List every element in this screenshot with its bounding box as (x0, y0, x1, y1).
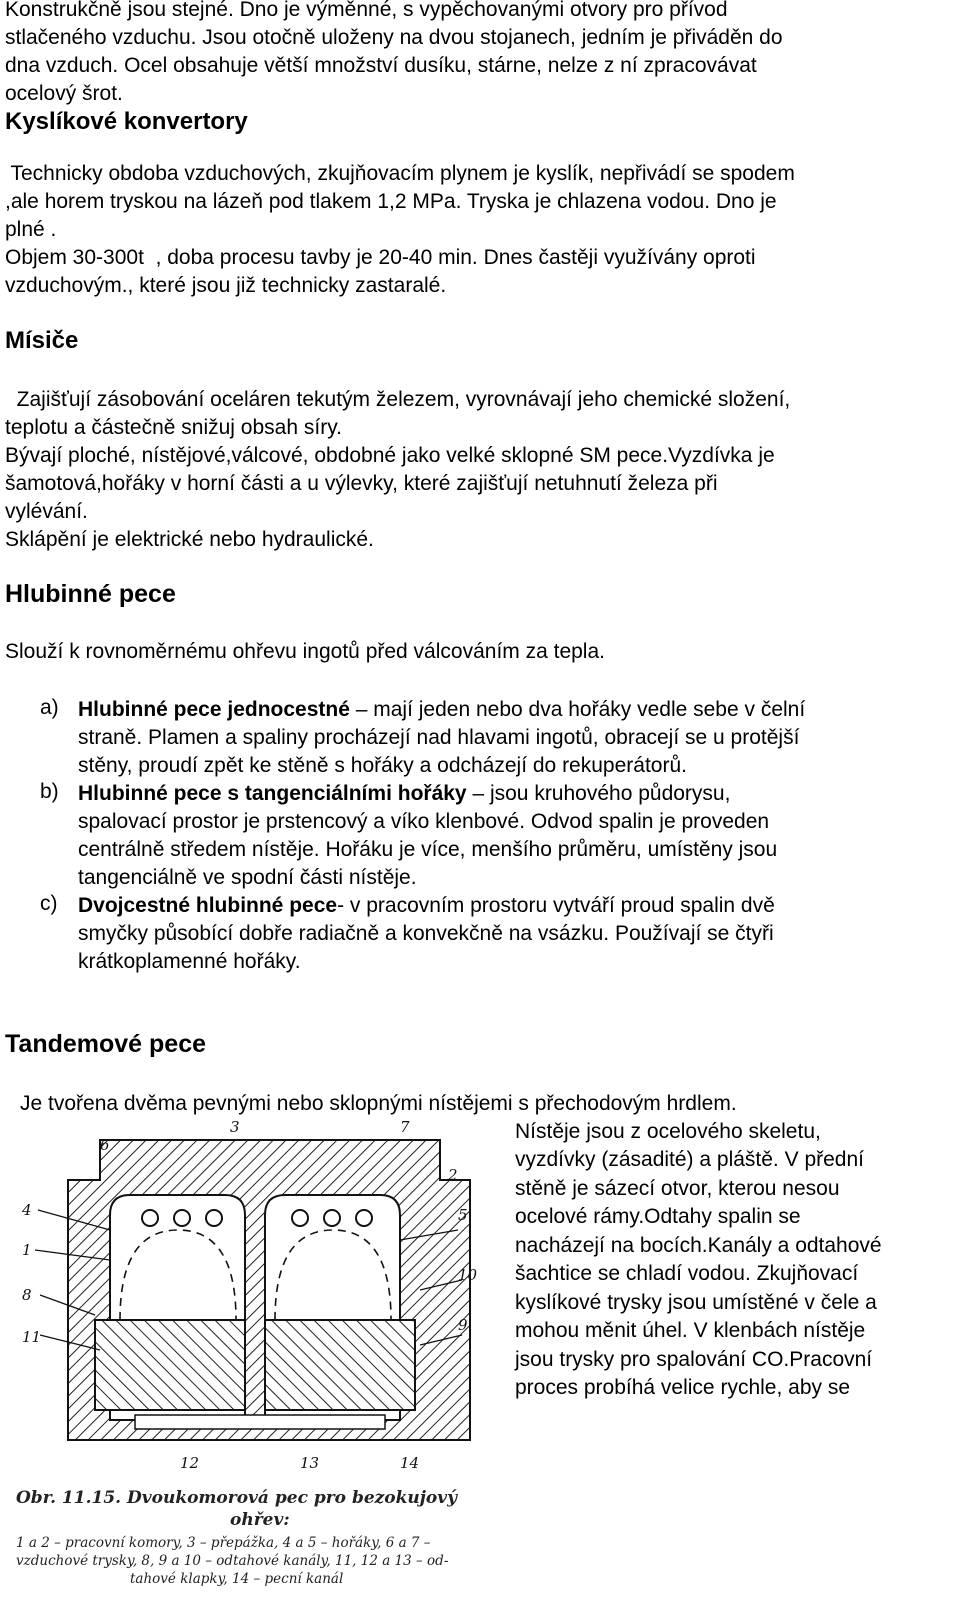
side-text-line: proces probíhá velice rychle, aby se (515, 1376, 851, 1399)
figure-number: 7 (400, 1120, 410, 1136)
side-text-line: nacházejí na bocích.Kanály a odtahové (515, 1234, 882, 1257)
list-item-line: tangenciálně ve spodní části nístěje. (78, 866, 417, 889)
paragraph-line: teplotu a částečně snižuj obsah síry. (5, 416, 342, 439)
list-label: b) (40, 780, 59, 803)
heading-kyslikove-konvertory: Kyslíkové konvertory (5, 108, 248, 135)
list-label: a) (40, 696, 59, 719)
paragraph-line: Objem 30-300t , doba procesu tavby je 20-40 min. Dnes častěji využívány oproti (5, 246, 756, 269)
figure-number: 13 (300, 1454, 320, 1472)
list-item-first-line (78, 780, 730, 808)
figure-number: 12 (180, 1454, 200, 1472)
list-item-title: Dvojcestné hlubinné pece (78, 894, 338, 917)
intro-line: ocelový šrot. (5, 82, 123, 105)
figure-number: 1 (22, 1241, 32, 1259)
side-text-line: kyslíkové trysky jsou umístěné v čele a (515, 1291, 877, 1314)
paragraph-line: šamotová,hořáky v horní části a u výlevky, které zajišťují netuhnutí železa při (5, 472, 718, 495)
list-item-first-line (78, 892, 775, 920)
heading-misice: Mísiče (5, 327, 79, 354)
paragraph-line: vzduchovým., které jsou již technicky zastaralé. (5, 274, 447, 297)
list-item-line: smyčky působící dobře radiačně a konvekčně na vsázku. Používají se čtyři (78, 922, 774, 945)
paragraph-line: Slouží k rovnoměrnému ohřevu ingotů před válcováním za tepla. (5, 640, 605, 663)
furnace-diagram (0, 1120, 500, 1480)
paragraph-line: Bývají ploché, nístějové,válcové, obdobné jako velké sklopné SM pece.Vyzdívka je (5, 444, 775, 467)
side-text-line: vyzdívky (zásadité) a pláště. V přední (515, 1148, 864, 1171)
figure-number: 14 (400, 1454, 420, 1472)
list-item-line: spalovací prostor je prstencový a víko klenbové. Odvod spalin je proveden (78, 810, 770, 833)
figure-caption-title: Obr. 11.15. Dvoukomorová pec pro bezokujový (16, 1488, 458, 1508)
paragraph-line: Technicky obdoba vzduchových, zkujňovacím plynem je kyslík, nepřivádí se spodem (5, 162, 795, 185)
list-item-line: centrálně středem nístěje. Hořáku je více, menšího průměru, umístěny jsou (78, 838, 778, 861)
side-text-line: šachtice se chladí vodou. Zkujňovací (515, 1262, 859, 1285)
paragraph-line: vylévání. (5, 500, 88, 523)
list-item-title: Hlubinné pece s tangenciálními hořáky (78, 782, 467, 805)
paragraph-line: Je tvořena dvěma pevnými nebo sklopnými nístějemi s přechodovým hrdlem. (20, 1092, 737, 1115)
figure-number: 6 (100, 1136, 110, 1154)
figure-caption-line: vzduchové trysky, 8, 9 a 10 – odtahové kanály, 11, 12 a 13 – od- (16, 1553, 449, 1569)
figure-number: 3 (230, 1120, 240, 1136)
intro-line: dna vzduch. Ocel obsahuje větší množství dusíku, stárne, nelze z ní zpracovávat (5, 54, 757, 77)
heading-tandemove-pece: Tandemové pece (5, 1030, 207, 1058)
ingot (95, 1320, 245, 1410)
list-item-text: – jsou kruhového půdorysu, (466, 782, 731, 805)
ingot (265, 1320, 415, 1410)
figure-number: 2 (448, 1166, 458, 1184)
list-item-text: – mají jeden nebo dva hořáky vedle sebe v čelní (349, 698, 806, 721)
list-item-line: straně. Plamen a spaliny procházejí nad hlavami ingotů, obracejí se u protější (78, 726, 800, 749)
figure-caption-line: 1 a 2 – pracovní komory, 3 – přepážka, 4 a 5 – hořáky, 6 a 7 – (16, 1535, 431, 1551)
paragraph-line: ,ale horem tryskou na lázeň pod tlakem 1,2 MPa. Tryska je chlazena vodou. Dno je (5, 190, 777, 213)
figure-number: 4 (22, 1201, 32, 1219)
side-text-line: ocelové rámy.Odtahy spalin se (515, 1205, 801, 1228)
list-item-first-line (78, 696, 805, 724)
furnace-channel (135, 1415, 385, 1429)
figure-number: 9 (458, 1316, 468, 1334)
list-item-title: Hlubinné pece jednocestné (78, 698, 350, 721)
figure-caption-title: ohřev: (230, 1510, 290, 1530)
figure-number: 5 (458, 1206, 468, 1224)
intro-line: stlačeného vzduchu. Jsou otočně uloženy na dvou stojanech, jedním je přiváděn do (5, 26, 783, 49)
paragraph-line: plné . (5, 218, 57, 241)
side-text-line: Nístěje jsou z ocelového skeletu, (515, 1120, 821, 1143)
side-text-line: jsou trysky pro spalování CO.Pracovní (515, 1348, 873, 1371)
figure-number: 8 (22, 1286, 32, 1304)
list-label: c) (40, 892, 58, 915)
paragraph-line: Sklápění je elektrické nebo hydraulické. (5, 528, 374, 551)
paragraph-line: Zajišťují zásobování oceláren tekutým železem, vyrovnávají jeho chemické složení, (5, 388, 791, 411)
figure-number: 11 (22, 1328, 42, 1346)
list-item-text: - v pracovním prostoru vytváří proud spalin dvě (337, 894, 775, 917)
figure-caption-line: tahové klapky, 14 – pecní kanál (130, 1571, 344, 1587)
side-text-line: stěně je sázecí otvor, kterou nesou (515, 1177, 840, 1200)
intro-line: Konstrukčně jsou stejné. Dno je výměnné, s vypěchovanými otvory pro přívod (5, 0, 728, 21)
list-item-line: krátkoplamenné hořáky. (78, 950, 301, 973)
figure-number: 10 (458, 1266, 478, 1284)
side-text-line: mohou měnit úhel. V klenbách nístěje (515, 1319, 866, 1342)
list-item-line: stěny, proudí zpět ke stěně s hořáky a odcházejí do rekuperátorů. (78, 754, 687, 777)
heading-hlubinne-pece: Hlubinné pece (5, 580, 176, 608)
